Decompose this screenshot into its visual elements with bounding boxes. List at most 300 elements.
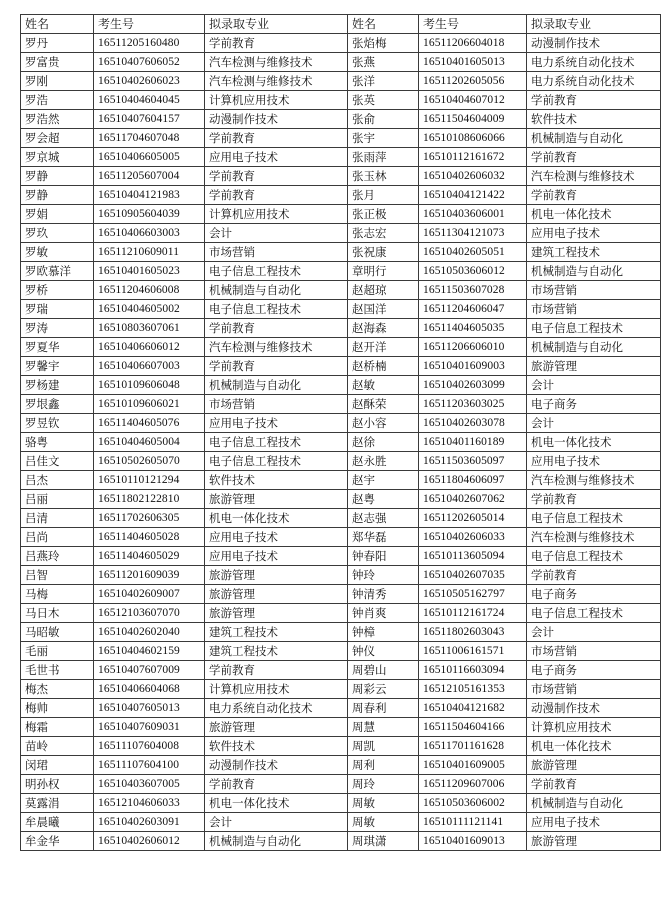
student-name-left: 罗富贵 <box>21 53 94 72</box>
student-name-right: 周碧山 <box>348 661 419 680</box>
student-name-right: 张正极 <box>348 205 419 224</box>
exam-id-right: 16510113605094 <box>419 547 527 566</box>
exam-id-right: 16510111121141 <box>419 813 527 832</box>
exam-id-right: 16510401605013 <box>419 53 527 72</box>
exam-id-right: 16510402606032 <box>419 167 527 186</box>
student-name-right: 赵粤 <box>348 490 419 509</box>
table-row <box>21 566 661 585</box>
exam-id-right: 16511006161571 <box>419 642 527 661</box>
exam-id-left: 16511404605076 <box>94 414 205 433</box>
table-row <box>21 319 661 338</box>
admitted-major-right: 学前教育 <box>527 186 661 205</box>
admitted-major-right: 汽车检测与维修技术 <box>527 528 661 547</box>
student-name-left: 骆粤 <box>21 433 94 452</box>
student-name-left: 罗刚 <box>21 72 94 91</box>
student-name-right: 周彩云 <box>348 680 419 699</box>
table-row <box>21 756 661 775</box>
admitted-major-right: 应用电子技术 <box>527 813 661 832</box>
student-name-left: 罗京城 <box>21 148 94 167</box>
student-name-right: 钟仪 <box>348 642 419 661</box>
admitted-major-right: 机械制造与自动化 <box>527 262 661 281</box>
exam-id-right: 16510116603094 <box>419 661 527 680</box>
student-name-right: 赵志强 <box>348 509 419 528</box>
admitted-major-right: 学前教育 <box>527 566 661 585</box>
admitted-major-left: 软件技术 <box>205 471 348 490</box>
admitted-major-right: 建筑工程技术 <box>527 243 661 262</box>
admitted-major-right: 动漫制作技术 <box>527 34 661 53</box>
admitted-major-left: 学前教育 <box>205 34 348 53</box>
admitted-major-right: 市场营销 <box>527 642 661 661</box>
exam-id-right: 16511304121073 <box>419 224 527 243</box>
admitted-major-left: 电子信息工程技术 <box>205 262 348 281</box>
student-name-left: 罗馨宇 <box>21 357 94 376</box>
exam-id-right: 16511503607028 <box>419 281 527 300</box>
student-name-left: 吕佳文 <box>21 452 94 471</box>
exam-id-right: 16510401609005 <box>419 756 527 775</box>
exam-id-right: 16511204606047 <box>419 300 527 319</box>
admitted-major-left: 会计 <box>205 224 348 243</box>
student-name-left: 明孙权 <box>21 775 94 794</box>
student-name-left: 梅帅 <box>21 699 94 718</box>
admitted-major-right: 机电一体化技术 <box>527 205 661 224</box>
student-name-left: 罗桥 <box>21 281 94 300</box>
student-name-right: 周敏 <box>348 794 419 813</box>
student-name-right: 钟肖爽 <box>348 604 419 623</box>
student-name-left: 罗涛 <box>21 319 94 338</box>
student-name-right: 赵国洋 <box>348 300 419 319</box>
student-name-right: 赵海森 <box>348 319 419 338</box>
header-row <box>21 15 661 34</box>
student-name-left: 牟金华 <box>21 832 94 851</box>
table-row <box>21 129 661 148</box>
exam-id-left: 16510404602159 <box>94 642 205 661</box>
admitted-major-left: 应用电子技术 <box>205 528 348 547</box>
student-name-left: 罗垠鑫 <box>21 395 94 414</box>
admitted-major-left: 计算机应用技术 <box>205 205 348 224</box>
exam-id-right: 16510112161672 <box>419 148 527 167</box>
exam-id-left: 16510803607061 <box>94 319 205 338</box>
table-row <box>21 775 661 794</box>
student-name-left: 梅霜 <box>21 718 94 737</box>
exam-id-right: 16511404605035 <box>419 319 527 338</box>
table-row <box>21 395 661 414</box>
exam-id-right: 16511206606010 <box>419 338 527 357</box>
admitted-major-right: 机械制造与自动化 <box>527 129 661 148</box>
exam-id-right: 16510402603099 <box>419 376 527 395</box>
student-name-left: 罗静 <box>21 167 94 186</box>
table-row <box>21 813 661 832</box>
student-name-right: 赵宇 <box>348 471 419 490</box>
exam-id-left: 16510406605005 <box>94 148 205 167</box>
exam-id-right: 16510503606012 <box>419 262 527 281</box>
exam-id-left: 16510109606021 <box>94 395 205 414</box>
admitted-major-right: 电子商务 <box>527 395 661 414</box>
exam-id-left: 16510406606012 <box>94 338 205 357</box>
header-major-right: 拟录取专业 <box>527 15 661 34</box>
student-name-left: 吕尚 <box>21 528 94 547</box>
student-name-left: 吕杰 <box>21 471 94 490</box>
student-name-right: 张焰梅 <box>348 34 419 53</box>
admitted-major-left: 旅游管理 <box>205 585 348 604</box>
student-name-right: 张玉林 <box>348 167 419 186</box>
exam-id-right: 16510402607062 <box>419 490 527 509</box>
table-row <box>21 642 661 661</box>
student-name-left: 吕清 <box>21 509 94 528</box>
table-row <box>21 414 661 433</box>
student-name-left: 马梅 <box>21 585 94 604</box>
student-name-right: 张燕 <box>348 53 419 72</box>
student-name-right: 赵永胜 <box>348 452 419 471</box>
admitted-major-left: 会计 <box>205 813 348 832</box>
exam-id-left: 16510905604039 <box>94 205 205 224</box>
admitted-major-left: 旅游管理 <box>205 604 348 623</box>
exam-id-right: 16511503605097 <box>419 452 527 471</box>
student-name-left: 梅杰 <box>21 680 94 699</box>
student-name-left: 罗会超 <box>21 129 94 148</box>
admitted-major-right: 机械制造与自动化 <box>527 338 661 357</box>
admitted-major-right: 电子商务 <box>527 585 661 604</box>
exam-id-right: 16511504604009 <box>419 110 527 129</box>
exam-id-left: 16510402602040 <box>94 623 205 642</box>
table-row <box>21 680 661 699</box>
student-name-left: 毛丽 <box>21 642 94 661</box>
student-name-left: 吕丽 <box>21 490 94 509</box>
header-name-left: 姓名 <box>21 15 94 34</box>
admitted-major-right: 动漫制作技术 <box>527 699 661 718</box>
student-name-right: 郑华磊 <box>348 528 419 547</box>
admitted-major-left: 学前教育 <box>205 167 348 186</box>
admitted-major-left: 市场营销 <box>205 395 348 414</box>
table-row <box>21 186 661 205</box>
admitted-major-right: 汽车检测与维修技术 <box>527 167 661 186</box>
exam-id-left: 16510407605013 <box>94 699 205 718</box>
student-name-left: 罗夏华 <box>21 338 94 357</box>
exam-id-right: 16510402605051 <box>419 243 527 262</box>
admitted-major-right: 会计 <box>527 414 661 433</box>
admitted-major-left: 机电一体化技术 <box>205 794 348 813</box>
admitted-major-right: 应用电子技术 <box>527 224 661 243</box>
student-name-right: 张祝康 <box>348 243 419 262</box>
admitted-major-right: 电力系统自动化技术 <box>527 72 661 91</box>
admitted-major-right: 软件技术 <box>527 110 661 129</box>
admitted-major-right: 会计 <box>527 376 661 395</box>
exam-id-right: 16510404121422 <box>419 186 527 205</box>
exam-id-left: 16510109606048 <box>94 376 205 395</box>
student-name-right: 张英 <box>348 91 419 110</box>
table-row <box>21 357 661 376</box>
exam-id-left: 16510404121983 <box>94 186 205 205</box>
exam-id-left: 16510406607003 <box>94 357 205 376</box>
exam-id-right: 16510108606066 <box>419 129 527 148</box>
student-name-right: 周琪潇 <box>348 832 419 851</box>
admitted-major-left: 学前教育 <box>205 775 348 794</box>
admitted-major-right: 学前教育 <box>527 148 661 167</box>
exam-id-right: 16510402607035 <box>419 566 527 585</box>
student-name-right: 张雨萍 <box>348 148 419 167</box>
table-row <box>21 509 661 528</box>
admitted-major-left: 汽车检测与维修技术 <box>205 72 348 91</box>
header-major-left: 拟录取专业 <box>205 15 348 34</box>
table-row <box>21 718 661 737</box>
student-name-left: 罗娟 <box>21 205 94 224</box>
exam-id-left: 16510402606012 <box>94 832 205 851</box>
exam-id-left: 16510407609031 <box>94 718 205 737</box>
student-name-left: 罗丹 <box>21 34 94 53</box>
admitted-major-right: 学前教育 <box>527 490 661 509</box>
exam-id-left: 16511205607004 <box>94 167 205 186</box>
student-name-left: 莫露涓 <box>21 794 94 813</box>
table-row <box>21 547 661 566</box>
table-row <box>21 34 661 53</box>
student-name-left: 罗瑞 <box>21 300 94 319</box>
admitted-major-left: 电子信息工程技术 <box>205 300 348 319</box>
exam-id-left: 16512103607070 <box>94 604 205 623</box>
admitted-major-right: 电子信息工程技术 <box>527 547 661 566</box>
admitted-major-left: 动漫制作技术 <box>205 110 348 129</box>
admitted-major-left: 应用电子技术 <box>205 414 348 433</box>
admitted-major-left: 学前教育 <box>205 129 348 148</box>
admitted-major-right: 市场营销 <box>527 680 661 699</box>
student-name-left: 罗杨建 <box>21 376 94 395</box>
admitted-major-left: 学前教育 <box>205 186 348 205</box>
table-row <box>21 528 661 547</box>
admitted-major-left: 机械制造与自动化 <box>205 832 348 851</box>
header-name-right: 姓名 <box>348 15 419 34</box>
student-name-right: 赵徐 <box>348 433 419 452</box>
table-row <box>21 110 661 129</box>
exam-id-left: 16511107604008 <box>94 737 205 756</box>
admitted-major-right: 市场营销 <box>527 300 661 319</box>
exam-id-right: 16510402603078 <box>419 414 527 433</box>
student-name-right: 赵开洋 <box>348 338 419 357</box>
admitted-major-right: 旅游管理 <box>527 832 661 851</box>
exam-id-right: 16511202605014 <box>419 509 527 528</box>
exam-id-left: 16510402609007 <box>94 585 205 604</box>
table-row <box>21 737 661 756</box>
exam-id-right: 16512105161353 <box>419 680 527 699</box>
table-row <box>21 376 661 395</box>
student-name-left: 马昭敏 <box>21 623 94 642</box>
student-name-left: 罗玖 <box>21 224 94 243</box>
exam-id-left: 16511107604100 <box>94 756 205 775</box>
student-name-right: 钟清秀 <box>348 585 419 604</box>
admitted-major-right: 学前教育 <box>527 91 661 110</box>
admitted-major-left: 计算机应用技术 <box>205 91 348 110</box>
exam-id-left: 16511210609011 <box>94 243 205 262</box>
table-row <box>21 224 661 243</box>
table-row <box>21 205 661 224</box>
admitted-major-left: 电子信息工程技术 <box>205 452 348 471</box>
student-name-right: 钟春阳 <box>348 547 419 566</box>
exam-id-left: 16510401605023 <box>94 262 205 281</box>
student-name-right: 张俞 <box>348 110 419 129</box>
exam-id-left: 16511702606305 <box>94 509 205 528</box>
exam-id-left: 16510407604157 <box>94 110 205 129</box>
exam-id-left: 16510402606023 <box>94 72 205 91</box>
exam-id-left: 16510404604045 <box>94 91 205 110</box>
admitted-major-left: 旅游管理 <box>205 718 348 737</box>
admitted-major-left: 电力系统自动化技术 <box>205 699 348 718</box>
admitted-major-left: 学前教育 <box>205 661 348 680</box>
table-row <box>21 490 661 509</box>
student-name-left: 罗静 <box>21 186 94 205</box>
table-row <box>21 699 661 718</box>
table-row <box>21 604 661 623</box>
table-row <box>21 585 661 604</box>
table-row <box>21 338 661 357</box>
table-row <box>21 243 661 262</box>
student-name-right: 赵小容 <box>348 414 419 433</box>
exam-id-right: 16510402606033 <box>419 528 527 547</box>
student-name-right: 张月 <box>348 186 419 205</box>
exam-id-left: 16510404605004 <box>94 433 205 452</box>
admitted-major-right: 计算机应用技术 <box>527 718 661 737</box>
student-name-left: 罗欧慕洋 <box>21 262 94 281</box>
table-row <box>21 281 661 300</box>
header-exam-id-right: 考生号 <box>419 15 527 34</box>
admitted-major-left: 机电一体化技术 <box>205 509 348 528</box>
table-row <box>21 623 661 642</box>
exam-id-left: 16511404605028 <box>94 528 205 547</box>
exam-id-left: 16510404605002 <box>94 300 205 319</box>
table-row <box>21 832 661 851</box>
exam-id-right: 16511203603025 <box>419 395 527 414</box>
student-name-right: 赵敏 <box>348 376 419 395</box>
student-name-right: 周敏 <box>348 813 419 832</box>
exam-id-right: 16511206604018 <box>419 34 527 53</box>
exam-id-left: 16510407607009 <box>94 661 205 680</box>
admitted-major-left: 机械制造与自动化 <box>205 376 348 395</box>
admitted-major-left: 汽车检测与维修技术 <box>205 53 348 72</box>
student-name-right: 赵桥楠 <box>348 357 419 376</box>
admitted-major-left: 市场营销 <box>205 243 348 262</box>
exam-id-right: 16510112161724 <box>419 604 527 623</box>
exam-id-left: 16511802122810 <box>94 490 205 509</box>
admitted-major-right: 电子信息工程技术 <box>527 319 661 338</box>
exam-id-right: 16511202605056 <box>419 72 527 91</box>
student-name-right: 钟玲 <box>348 566 419 585</box>
exam-id-left: 16511201609039 <box>94 566 205 585</box>
admitted-major-left: 学前教育 <box>205 357 348 376</box>
student-name-left: 毛世书 <box>21 661 94 680</box>
admitted-major-left: 学前教育 <box>205 319 348 338</box>
student-name-left: 牟晨曦 <box>21 813 94 832</box>
exam-id-left: 16510502605070 <box>94 452 205 471</box>
admitted-major-right: 学前教育 <box>527 775 661 794</box>
student-name-right: 张志宏 <box>348 224 419 243</box>
exam-id-left: 16510407606052 <box>94 53 205 72</box>
admitted-major-left: 软件技术 <box>205 737 348 756</box>
student-name-right: 钟樟 <box>348 623 419 642</box>
table-row <box>21 452 661 471</box>
student-name-right: 周慧 <box>348 718 419 737</box>
student-name-left: 吕燕玲 <box>21 547 94 566</box>
student-name-left: 马日木 <box>21 604 94 623</box>
admitted-major-right: 汽车检测与维修技术 <box>527 471 661 490</box>
admitted-major-right: 旅游管理 <box>527 357 661 376</box>
student-name-right: 张洋 <box>348 72 419 91</box>
student-name-left: 吕智 <box>21 566 94 585</box>
exam-id-right: 16511701161628 <box>419 737 527 756</box>
student-name-right: 章明行 <box>348 262 419 281</box>
student-name-right: 周利 <box>348 756 419 775</box>
table-row <box>21 471 661 490</box>
exam-id-left: 16510402603091 <box>94 813 205 832</box>
student-name-left: 罗敏 <box>21 243 94 262</box>
table-row <box>21 794 661 813</box>
exam-id-right: 16510403606001 <box>419 205 527 224</box>
header-exam-id-left: 考生号 <box>94 15 205 34</box>
admitted-major-left: 应用电子技术 <box>205 547 348 566</box>
admitted-major-right: 电子商务 <box>527 661 661 680</box>
student-name-right: 周玲 <box>348 775 419 794</box>
exam-id-left: 16511404605029 <box>94 547 205 566</box>
admitted-major-left: 建筑工程技术 <box>205 623 348 642</box>
admitted-major-right: 机械制造与自动化 <box>527 794 661 813</box>
exam-id-right: 16510404121682 <box>419 699 527 718</box>
admitted-major-right: 会计 <box>527 623 661 642</box>
admitted-major-left: 旅游管理 <box>205 490 348 509</box>
exam-id-right: 16510401160189 <box>419 433 527 452</box>
exam-id-left: 16511204606008 <box>94 281 205 300</box>
exam-id-left: 16510110121294 <box>94 471 205 490</box>
admitted-major-right: 电力系统自动化技术 <box>527 53 661 72</box>
admitted-major-right: 机电一体化技术 <box>527 433 661 452</box>
table-row <box>21 72 661 91</box>
admitted-major-right: 机电一体化技术 <box>527 737 661 756</box>
admitted-major-left: 计算机应用技术 <box>205 680 348 699</box>
student-name-right: 周春利 <box>348 699 419 718</box>
exam-id-right: 16511804606097 <box>419 471 527 490</box>
student-name-left: 罗昱钦 <box>21 414 94 433</box>
table-row <box>21 262 661 281</box>
exam-id-right: 16510404607012 <box>419 91 527 110</box>
table-row <box>21 167 661 186</box>
student-name-left: 苗岭 <box>21 737 94 756</box>
admitted-major-left: 汽车检测与维修技术 <box>205 338 348 357</box>
table-body <box>21 34 661 851</box>
table-row <box>21 148 661 167</box>
table-row <box>21 91 661 110</box>
student-name-left: 罗浩 <box>21 91 94 110</box>
admitted-major-right: 市场营销 <box>527 281 661 300</box>
exam-id-right: 16511802603043 <box>419 623 527 642</box>
table-row <box>21 300 661 319</box>
admitted-major-left: 电子信息工程技术 <box>205 433 348 452</box>
student-name-left: 闵珺 <box>21 756 94 775</box>
student-name-right: 赵超琼 <box>348 281 419 300</box>
admitted-major-left: 动漫制作技术 <box>205 756 348 775</box>
student-name-left: 罗浩然 <box>21 110 94 129</box>
admission-table <box>20 14 661 851</box>
admitted-major-right: 应用电子技术 <box>527 452 661 471</box>
admitted-major-left: 应用电子技术 <box>205 148 348 167</box>
exam-id-right: 16510503606002 <box>419 794 527 813</box>
admitted-major-right: 电子信息工程技术 <box>527 604 661 623</box>
exam-id-right: 16510401609013 <box>419 832 527 851</box>
student-name-right: 赵酥荣 <box>348 395 419 414</box>
exam-id-left: 16510403607005 <box>94 775 205 794</box>
student-name-right: 周凯 <box>348 737 419 756</box>
exam-id-right: 16510505162797 <box>419 585 527 604</box>
admitted-major-left: 建筑工程技术 <box>205 642 348 661</box>
exam-id-left: 16510406604068 <box>94 680 205 699</box>
admitted-major-right: 旅游管理 <box>527 756 661 775</box>
exam-id-right: 16510401609003 <box>419 357 527 376</box>
exam-id-left: 16512104606033 <box>94 794 205 813</box>
table-row <box>21 661 661 680</box>
table-row <box>21 433 661 452</box>
